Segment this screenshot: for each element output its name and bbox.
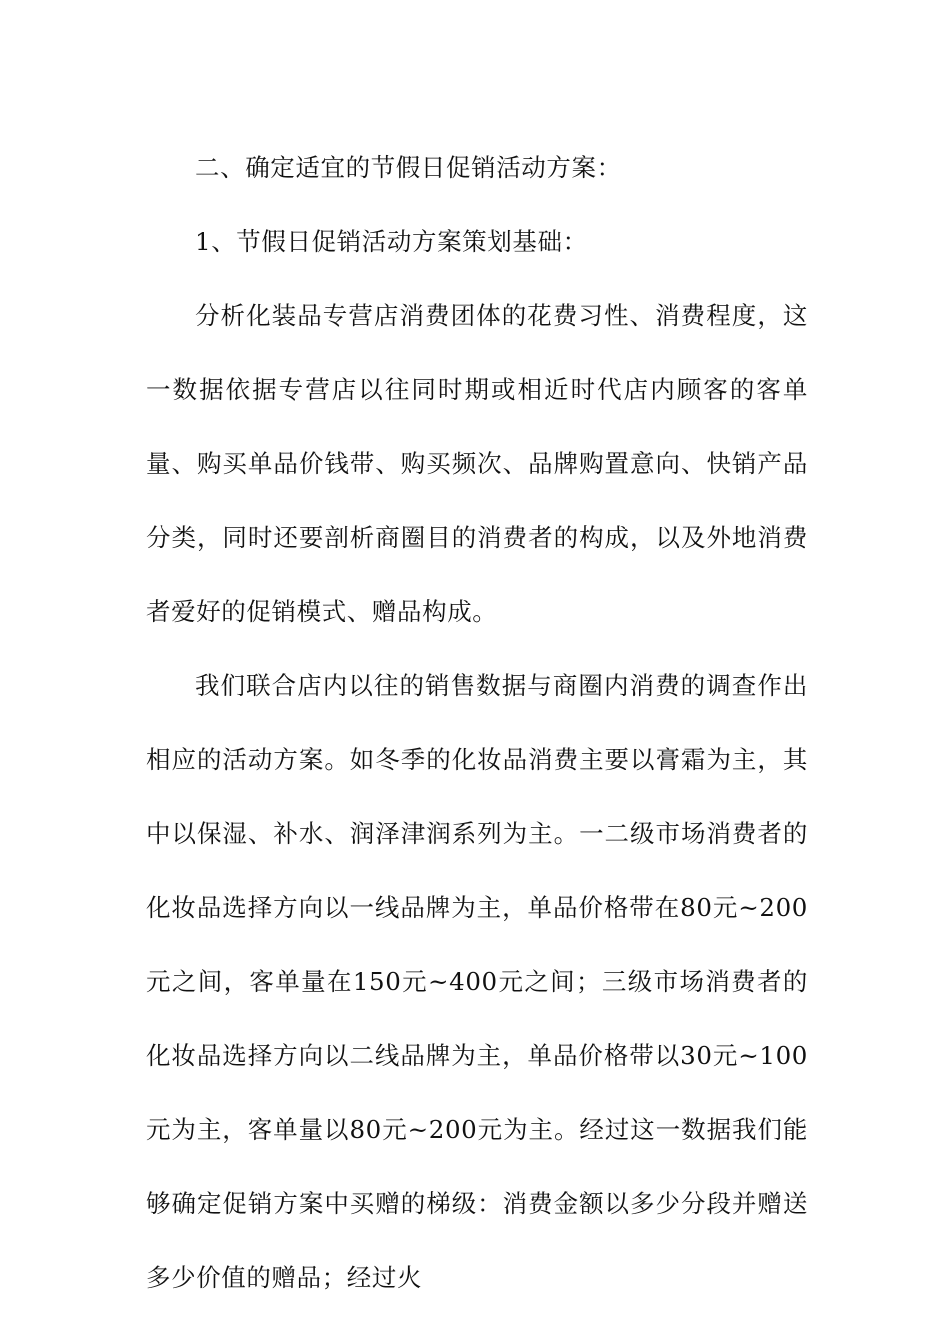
body-paragraph: 分析化装品专营店消费团体的花费习性、消费程度，这一数据依据专营店以往同时期或相近时代店内顾客的客单量、购买单品价钱带、购买频次、品牌购置意向、快销产品分类，同时还要剖析商圈目的消费者的构成，以及外地消费者爱好的促销模式、赠品构成。 <box>146 301 808 626</box>
subsection-heading: 1、节假日促销活动方案策划基础： <box>195 227 588 256</box>
document-body <box>146 131 808 1315</box>
body-paragraph: 我们联合店内以往的销售数据与商圈内消费的调查作出相应的活动方案。如冬季的化妆品消费主要以膏霜为主，其中以保湿、补水、润泽津润系列为主。一二级市场消费者的化妆品选择方向以一线品牌为主，单品价格带在80元~200元之间，客单量在150元~400元之间；三级市场消费者的化妆品选择方向以二线品牌为主，单品价格带以30元~100元为主，客单量以80元~200元为主。经过这一数据我们能够确定促销方案中买赠的梯级：消费金额以多少分段并赠送多少价值的赠品；经过火 <box>146 671 808 1292</box>
section-heading: 二、确定适宜的节假日促销活动方案： <box>195 153 622 182</box>
